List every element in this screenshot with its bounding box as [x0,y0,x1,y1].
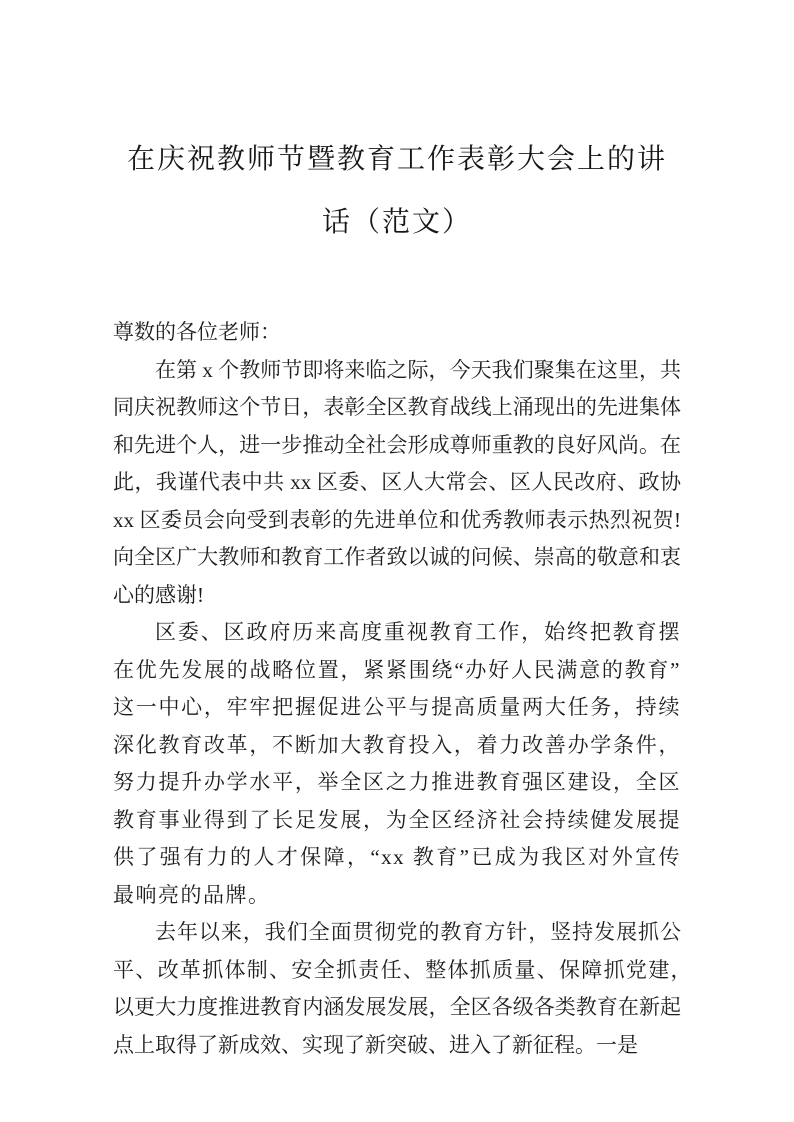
paragraph-2: 区委、区政府历来高度重视教育工作，始终把教育摆在优先发展的战略位置，紧紧围绕“办好人民满意的教育”这一中心，牢牢把握促进公平与提高质量两大任务，持续深化教育改革，不断加大教育投入，着力改善办学条件，努力提升办学水平，举全区之力推进教育强区建设，全区教育事业得到了长足发展，为全区经济社会持续健发展提供了强有力的人才保障，“xx 教育”已成为我区对外宣传最响亮的品牌。 [113,620,681,907]
document-title [113,128,681,254]
title-line-1: 在庆祝教师节暨教育工作表彰大会上的讲 [126,144,667,175]
paragraph-3: 去年以来，我们全面贯彻党的教育方针，竖持发展抓公平、改革抓体制、安全抓责任、整体抓质量、保障抓党建， 以更大力度推进教育内涵发展发展，全区各级各类教育在新起点上取得了新成效、实现了新突破、进入了新征程。一是 [113,920,702,1057]
title-line-2: 话（范文） [321,207,472,238]
document-body [113,314,702,1064]
salutation: 尊数的各位老师： [113,320,281,344]
paragraph-1: 在第 x 个教师节即将来临之际，今天我们聚集在这里，共同庆祝教师这个节日，表彰全区教育战线上涌现出的先进集体和先进个人，进一步推动全社会形成尊师重教的良好风尚。在此，我谨代表中共 xx 区委、区人大常会、区人民改府、政协 xx 区委员会向受到表彰的先进单位和优秀教师表示热烈祝贺!向全区广大教师和教育工作者致以诚的问候、崇高的敬意和衷心的感谢! [113,357,681,607]
